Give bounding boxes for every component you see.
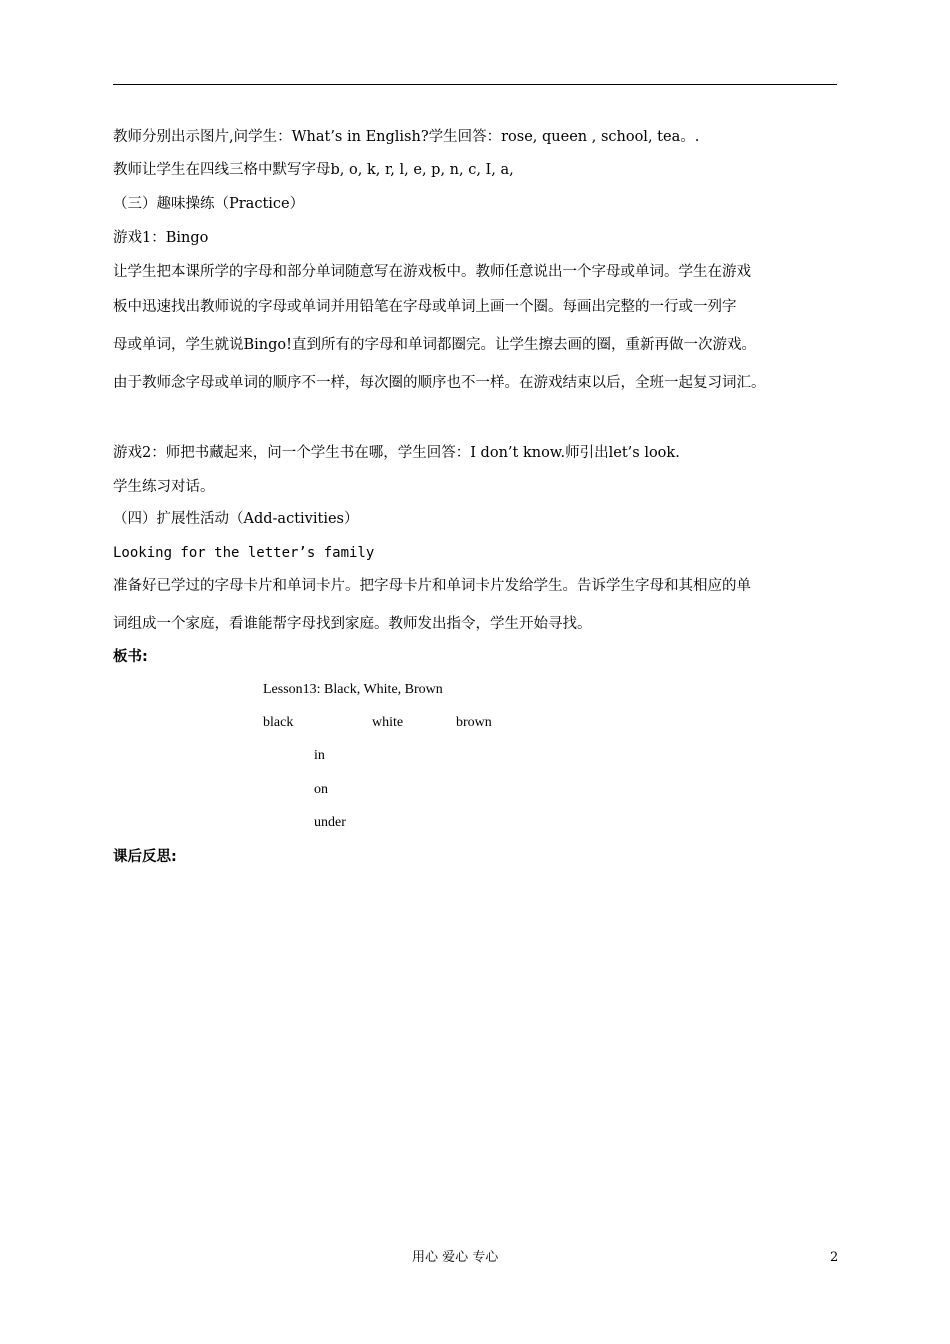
blackboard-word-in: in xyxy=(314,748,325,763)
blackboard-heading: 板书: xyxy=(113,649,148,665)
footer-motto: 用心 爱心 专心 xyxy=(412,1250,499,1265)
activity-text-line-1: 准备好已学过的字母卡片和单词卡片。把字母卡片和单词卡片发给学生。告诉学生字母和其相应的单 xyxy=(113,578,751,594)
paragraph-letter-writing: 教师让学生在四线三格中默写字母b, o, k, r, l, e, p, n, c, I, a, xyxy=(113,162,514,178)
dialogue-practice-text: 学生练习对话。 xyxy=(113,479,215,495)
section-heading-practice: （三）趣味操练（Practice） xyxy=(113,196,305,212)
game-1-text-line-3: 母或单词，学生就说Bingo!直到所有的字母和单词都圈完。让学生擦去画的圈，重新再做一次游戏。 xyxy=(113,337,756,353)
blackboard-word-brown: brown xyxy=(456,715,492,730)
blackboard-lesson-title: Lesson13: Black, White, Brown xyxy=(263,682,443,697)
game-1-text-line-1: 让学生把本课所学的字母和部分单词随意写在游戏板中。教师任意说出一个字母或单词。学生在游戏 xyxy=(113,264,751,280)
activity-title: Looking for the letter’s family xyxy=(113,545,375,561)
section-heading-add-activities: （四）扩展性活动（Add-activities） xyxy=(113,511,359,527)
blackboard-word-white: white xyxy=(372,715,404,730)
header-rule xyxy=(113,84,837,85)
blackboard-word-under: under xyxy=(314,815,346,830)
page-number: 2 xyxy=(830,1250,839,1265)
game-1-text-line-2: 板中迅速找出教师说的字母或单词并用铅笔在字母或单词上画一个圈。每画出完整的一行或一列字 xyxy=(113,299,737,315)
blackboard-word-black: black xyxy=(263,715,294,730)
game-2-text: 游戏2：师把书藏起来，问一个学生书在哪，学生回答：I don’t know.师引出let’s look. xyxy=(113,445,680,461)
activity-text-line-2: 词组成一个家庭，看谁能帮字母找到家庭。教师发出指令，学生开始寻找。 xyxy=(113,616,592,632)
paragraph-picture-question: 教师分别出示图片,问学生：What’s in English?学生回答：rose, queen , school, tea。. xyxy=(113,129,700,145)
game-1-title: 游戏1：Bingo xyxy=(113,230,209,246)
reflection-heading: 课后反思: xyxy=(113,849,177,865)
game-1-text-line-4: 由于教师念字母或单词的顺序不一样，每次圈的顺序也不一样。在游戏结束以后，全班一起复习词汇。 xyxy=(113,375,766,391)
blackboard-word-on: on xyxy=(314,782,328,797)
